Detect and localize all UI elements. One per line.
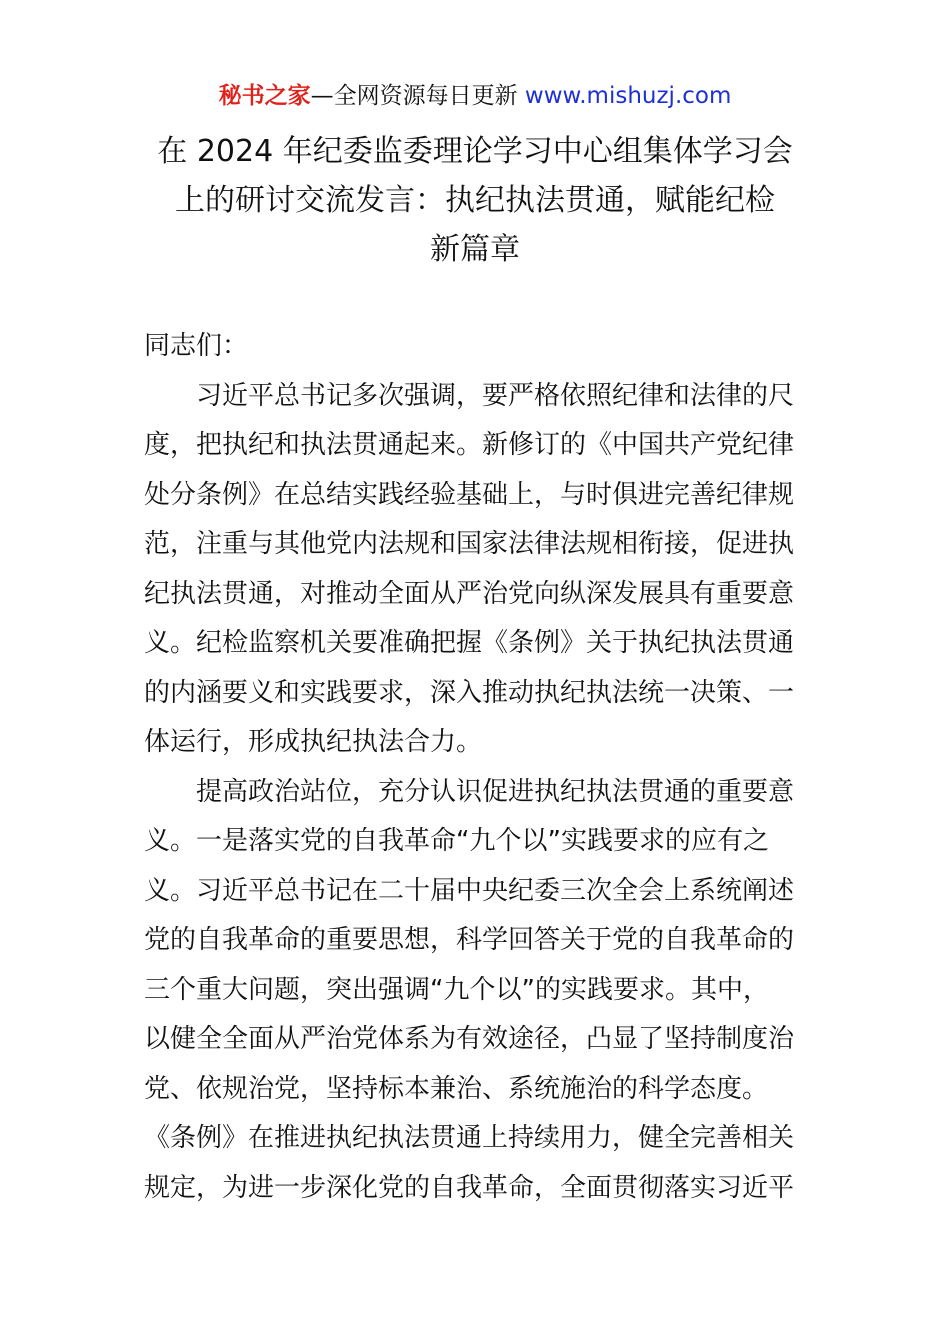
paragraph-1	[144, 372, 816, 768]
paragraph-line: 党的自我革命的重要思想，科学回答关于党的自我革命的	[144, 925, 795, 955]
paragraph-line: 义。纪检监察机关要准确把握《条例》关于执纪执法贯通	[144, 628, 795, 658]
paragraph-line: 纪执法贯通，对推动全面从严治党向纵深发展具有重要意	[144, 578, 795, 609]
paragraph-line: 《条例》在推进执纪执法贯通上持续用力，健全完善相关	[144, 1123, 795, 1153]
paragraph-line: 以健全全面从严治党体系为有效途径，凸显了坚持制度治	[144, 1024, 795, 1054]
paragraph-line: 党、依规治党，坚持标本兼治、系统施治的科学态度。	[144, 1073, 769, 1104]
title-line: 新篇章	[430, 232, 520, 267]
site-brand: 秘书之家	[218, 83, 311, 109]
document-body	[144, 322, 816, 1213]
paragraph-line: 提高政治站位，充分认识促进执纪执法贯通的重要意	[196, 776, 795, 807]
paragraph-line: 度，把执纪和执法贯通起来。新修订的《中国共产党纪律	[144, 430, 795, 460]
site-url-link[interactable]: www.mishuzj.com	[524, 83, 732, 109]
salutation: 同志们：	[144, 331, 249, 361]
site-header	[0, 80, 950, 112]
paragraph-line: 三个重大问题，突出强调“九个以”的实践要求。其中，	[144, 974, 769, 1005]
paragraph-line: 处分条例》在总结实践经验基础上，与时俱进完善纪律规	[144, 479, 795, 510]
paragraph-2	[144, 768, 816, 1214]
paragraph-line: 规定，为进一步深化党的自我革命，全面贯彻落实习近平	[144, 1172, 795, 1203]
paragraph-line: 体运行，形成执纪执法合力。	[144, 727, 483, 757]
document-title	[130, 127, 820, 274]
paragraph-line: 范，注重与其他党内法规和国家法律法规相衔接，促进执	[144, 529, 795, 559]
site-tagline: —全网资源每日更新	[310, 83, 525, 109]
paragraph-line: 义。习近平总书记在二十届中央纪委三次全会上系统阐述	[144, 875, 795, 906]
paragraph-line: 义。一是落实党的自我革命“九个以”实践要求的应有之	[144, 826, 769, 856]
title-line: 在 2024 年纪委监委理论学习中心组集体学习会	[157, 134, 793, 169]
paragraph-line: 习近平总书记多次强调，要严格依照纪律和法律的尺	[196, 380, 795, 411]
title-line: 上的研讨交流发言：执纪执法贯通，赋能纪检	[175, 183, 775, 218]
paragraph-line: 的内涵要义和实践要求，深入推动执纪执法统一决策、一	[144, 677, 795, 708]
